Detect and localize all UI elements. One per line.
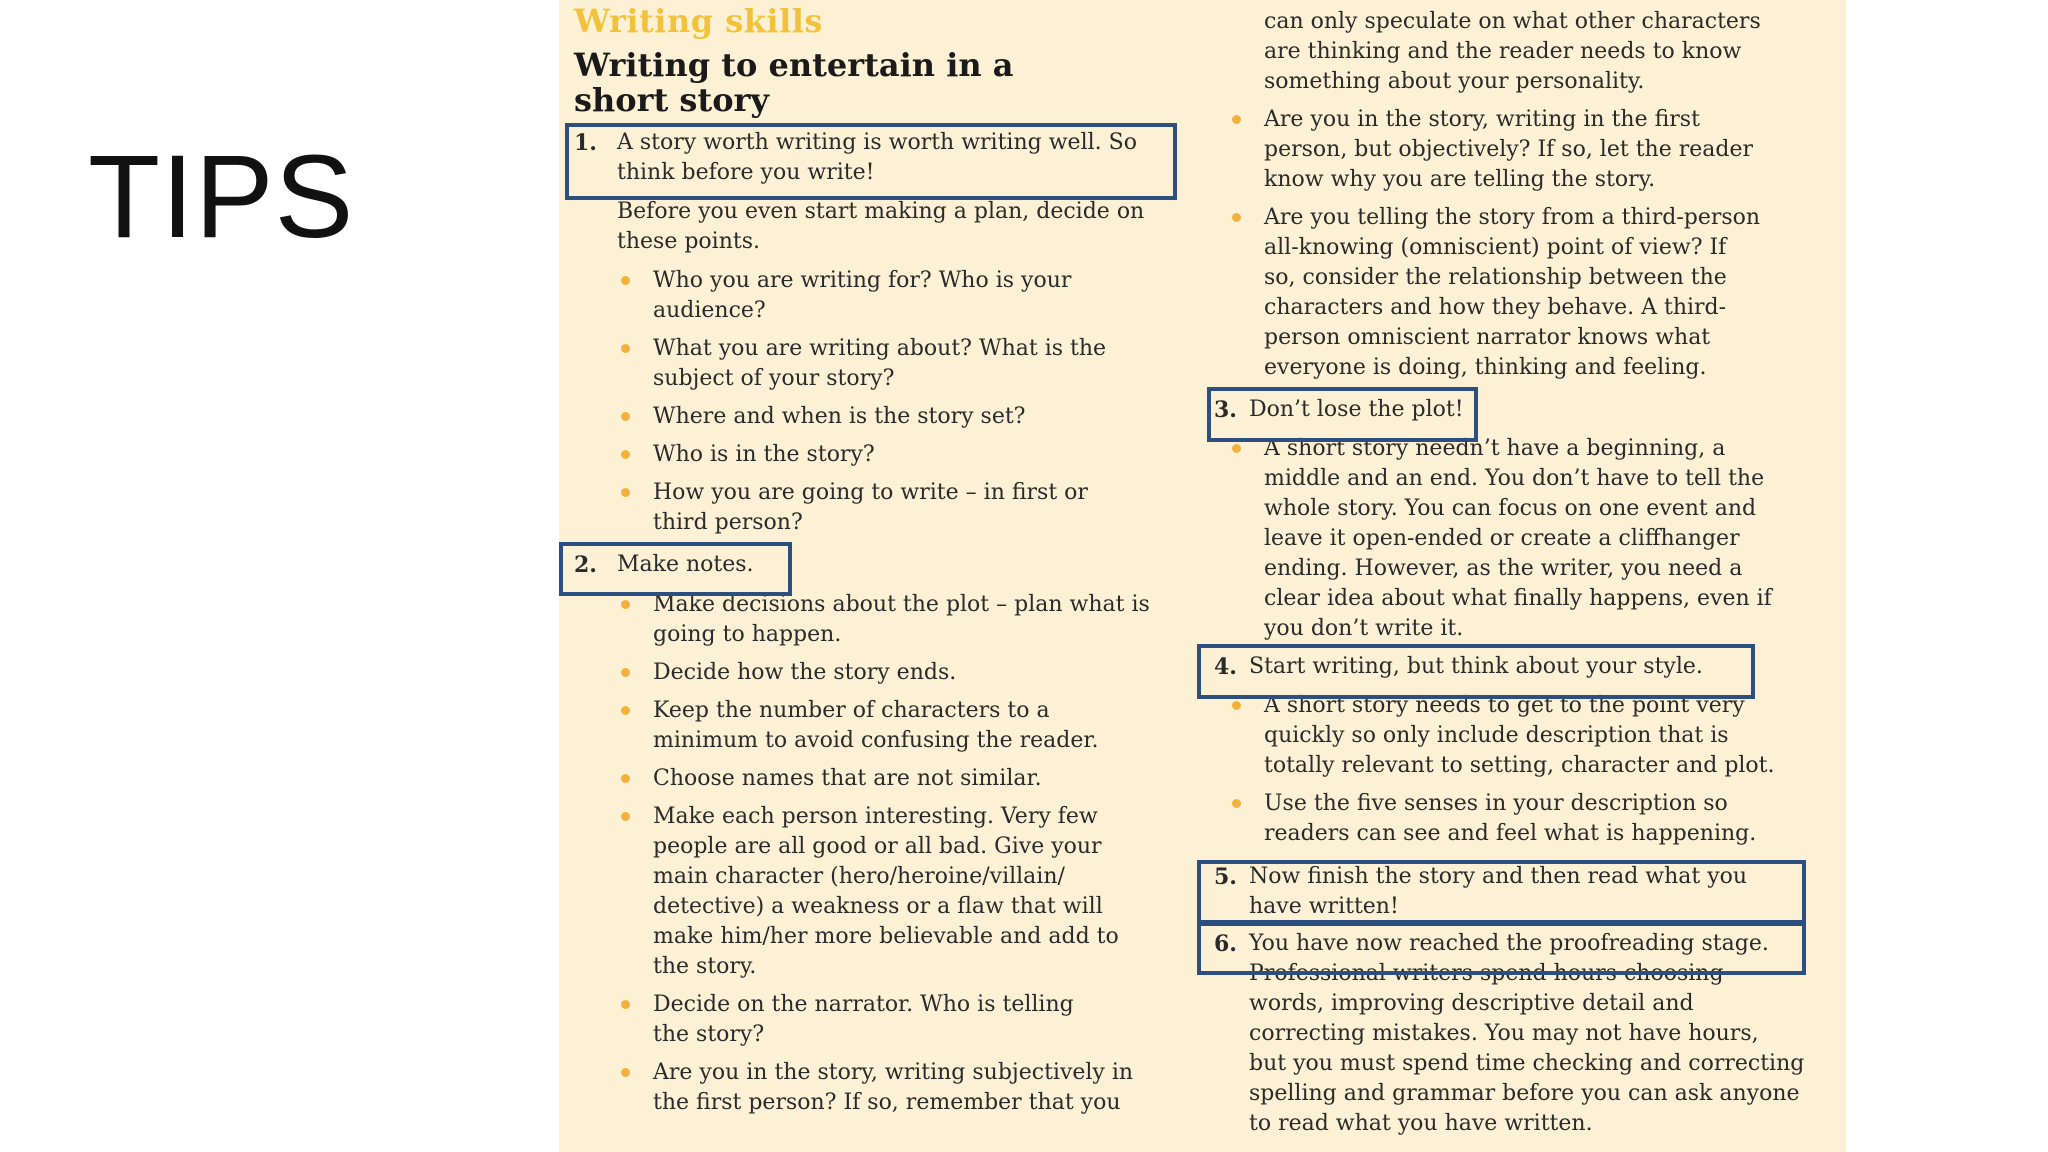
bullet-icon <box>621 812 630 821</box>
tip-1-intro-line: Before you even start making a plan, decide on <box>617 199 1145 224</box>
bullet-icon <box>621 412 630 421</box>
bullet-text-line: Decide on the narrator. Who is telling <box>653 992 1074 1017</box>
tip-1-text-line: A story worth writing is worth writing well. So <box>617 130 1137 155</box>
bullet-text-line: characters and how they behave. A third- <box>1264 295 1727 320</box>
continuation-line: are thinking and the reader needs to know <box>1264 39 1742 64</box>
bullet-text-line: the story? <box>653 1022 765 1047</box>
bullet-text-line: all-knowing (omniscient) point of view? If <box>1264 235 1727 260</box>
bullet-text-line: quickly so only include description that is <box>1264 723 1729 748</box>
bullet-text-line: the story. <box>653 954 757 979</box>
bullet-text-line: Where and when is the story set? <box>653 404 1026 429</box>
bullet-text-line: whole story. You can focus on one event and <box>1264 496 1757 521</box>
bullet-text-line: Make each person interesting. Very few <box>653 804 1098 829</box>
tip-number: 6. <box>1214 931 1237 957</box>
bullet-text-line: clear idea about what finally happens, even if <box>1264 586 1772 611</box>
bullet-icon <box>621 668 630 677</box>
tip-number: 2. <box>574 552 597 578</box>
bullet-icon <box>1232 115 1241 124</box>
bullet-text-line: you don’t write it. <box>1264 616 1464 641</box>
bullet-text-line: so, consider the relationship between the <box>1264 265 1727 290</box>
tip-3-title: Don’t lose the plot! <box>1249 397 1464 422</box>
tip-5-text-line: Now finish the story and then read what you <box>1249 864 1748 889</box>
tip-number: 5. <box>1214 864 1237 890</box>
bullet-text-line: going to happen. <box>653 622 842 647</box>
bullet-icon <box>1232 213 1241 222</box>
bullet-text-line: make him/her more believable and add to <box>653 924 1119 949</box>
tip-3-highlight-box <box>1207 387 1478 442</box>
bullet-text-line: Use the five senses in your description so <box>1264 791 1728 816</box>
bullet-text-line: Choose names that are not similar. <box>653 766 1042 791</box>
tip-number: 4. <box>1214 654 1237 680</box>
bullet-icon <box>621 1068 630 1077</box>
tip-5-text-line: have written! <box>1249 894 1399 919</box>
bullet-text-line: readers can see and feel what is happening. <box>1264 821 1757 846</box>
bullet-text-line: Decide how the story ends. <box>653 660 957 685</box>
bullet-text-line: Are you telling the story from a third-person <box>1264 205 1761 230</box>
bullet-text-line: person, but objectively? If so, let the reader <box>1264 137 1753 162</box>
textbook-page <box>559 0 1846 1152</box>
bullet-text-line: subject of your story? <box>653 366 895 391</box>
tip-1-highlight-box <box>565 123 1177 200</box>
bullet-text-line: A short story needs to get to the point very <box>1264 693 1745 718</box>
bullet-text-line: third person? <box>653 510 803 535</box>
tip-1-text-line: think before you write! <box>617 160 875 185</box>
tip-6-highlight-box <box>1197 920 1806 975</box>
bullet-text-line: ending. However, as the writer, you need a <box>1264 556 1743 581</box>
bullet-text-line: totally relevant to setting, character and plot. <box>1264 753 1775 778</box>
bullet-text-line: minimum to avoid confusing the reader. <box>653 728 1099 753</box>
bullet-text-line: main character (hero/heroine/villain/ <box>653 864 1065 889</box>
tip-6-body-line: Professional writers spend hours choosing <box>1249 961 1724 986</box>
bullet-text-line: What you are writing about? What is the <box>653 336 1107 361</box>
bullet-text-line: Are you in the story, writing in the first <box>1264 107 1700 132</box>
bullet-icon <box>621 488 630 497</box>
bullet-text-line: person omniscient narrator knows what <box>1264 325 1711 350</box>
bullet-text-line: the first person? If so, remember that you <box>653 1090 1121 1115</box>
bullet-icon <box>621 344 630 353</box>
tip-2-title: Make notes. <box>617 552 754 577</box>
bullet-text-line: Who you are writing for? Who is your <box>653 268 1072 293</box>
page-heading-line-1: Writing to entertain in a <box>574 46 1014 84</box>
tip-6-body-line: words, improving descriptive detail and <box>1249 991 1694 1016</box>
tip-6-body-line: to read what you have written. <box>1249 1111 1593 1136</box>
bullet-text-line: middle and an end. You don’t have to tell the <box>1264 466 1765 491</box>
bullet-text-line: Are you in the story, writing subjectively in <box>653 1060 1134 1085</box>
tip-6-body-line: but you must spend time checking and correcting <box>1249 1051 1805 1076</box>
bullet-text-line: people are all good or all bad. Give your <box>653 834 1102 859</box>
section-label: Writing skills <box>574 2 823 40</box>
bullet-text-line: detective) a weakness or a flaw that will <box>653 894 1103 919</box>
tip-number: 1. <box>574 130 597 156</box>
bullet-icon <box>621 450 630 459</box>
continuation-line: something about your personality. <box>1264 69 1645 94</box>
tip-number: 3. <box>1214 397 1237 423</box>
bullet-text-line: How you are going to write – in first or <box>653 480 1088 505</box>
slide-title: TIPS <box>88 131 355 263</box>
tip-2-highlight-box <box>559 542 792 596</box>
bullet-icon <box>621 706 630 715</box>
bullet-text-line: Who is in the story? <box>653 442 875 467</box>
continuation-line: can only speculate on what other characters <box>1264 9 1761 34</box>
tip-5-highlight-box <box>1197 860 1806 926</box>
bullet-icon <box>621 600 630 609</box>
bullet-icon <box>1232 444 1241 453</box>
bullet-icon <box>1232 701 1241 710</box>
bullet-text-line: everyone is doing, thinking and feeling. <box>1264 355 1707 380</box>
bullet-text-line: Make decisions about the plot – plan what is <box>653 592 1150 617</box>
tip-4-highlight-box <box>1197 644 1755 699</box>
tip-6-body-line: correcting mistakes. You may not have hours, <box>1249 1021 1759 1046</box>
tip-6-title: You have now reached the proofreading stage. <box>1249 931 1769 956</box>
bullet-icon <box>1232 799 1241 808</box>
tip-4-title: Start writing, but think about your style. <box>1249 654 1703 679</box>
bullet-icon <box>621 276 630 285</box>
bullet-text-line: audience? <box>653 298 766 323</box>
page-heading-line-2: short story <box>574 81 769 119</box>
bullet-text-line: Keep the number of characters to a <box>653 698 1050 723</box>
bullet-icon <box>621 1000 630 1009</box>
bullet-text-line: know why you are telling the story. <box>1264 167 1656 192</box>
bullet-text-line: leave it open-ended or create a cliffhanger <box>1264 526 1740 551</box>
tip-6-body-line: spelling and grammar before you can ask anyone <box>1249 1081 1800 1106</box>
bullet-icon <box>621 774 630 783</box>
bullet-text-line: A short story needn’t have a beginning, a <box>1264 436 1726 461</box>
tip-1-intro-line: these points. <box>617 229 760 254</box>
